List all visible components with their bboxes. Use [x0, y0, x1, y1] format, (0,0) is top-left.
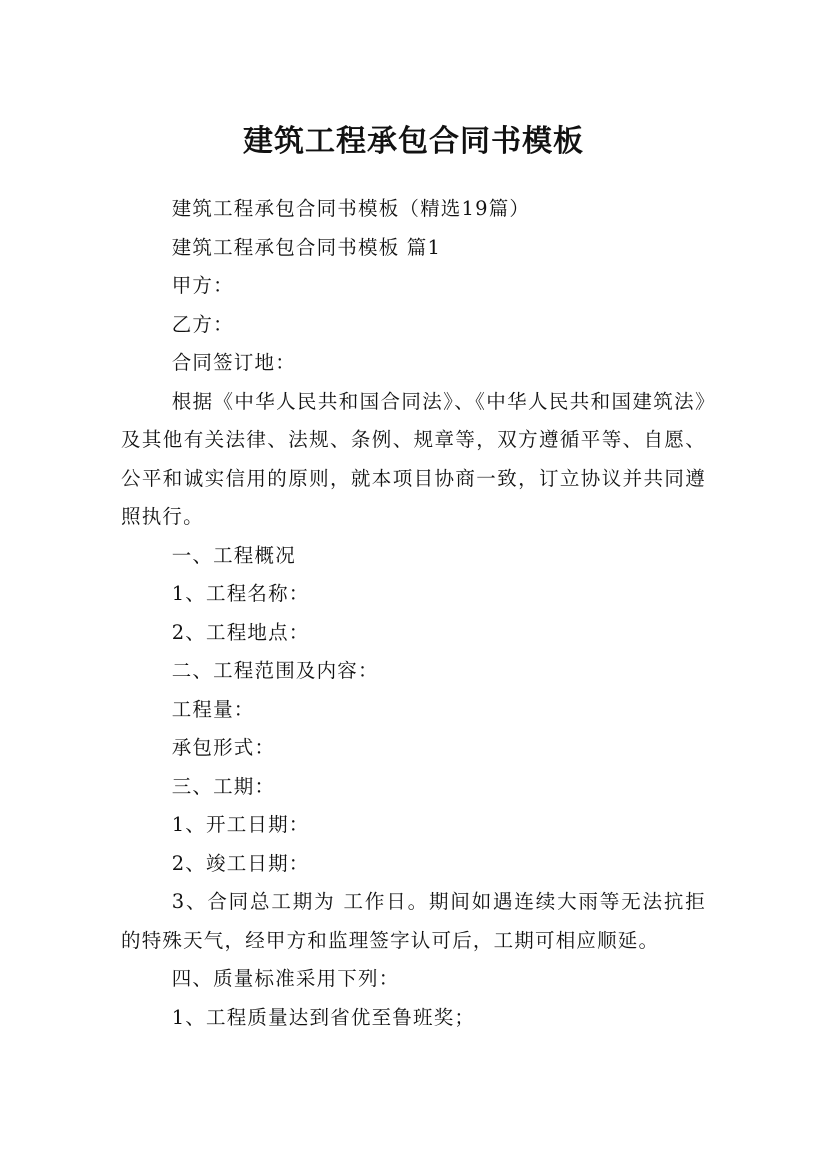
paragraph-subtitle: 建筑工程承包合同书模板（精选19篇） — [171, 197, 531, 220]
document-title: 建筑工程承包合同书模板 — [243, 124, 584, 160]
paragraph-contract-form: 承包形式： — [171, 736, 276, 759]
paragraph-party-b: 乙方： — [171, 312, 234, 336]
paragraph-section-heading: 建筑工程承包合同书模板 篇1 — [171, 235, 442, 259]
paragraph-signing-place: 合同签订地： — [171, 351, 296, 374]
paragraph-start-date: 1、开工日期： — [171, 813, 310, 836]
paragraph-legal-basis: 根据《中华人民共和国合同法》、《中华人民共和国建筑法》及其他有关法律、法规、条例、规章等，双方遵循平等、自愿、公平和诚实信用的原则，就本项目协商一致，订立协议并共同遵照执行。 — [121, 389, 706, 528]
paragraph-schedule: 三、工期： — [171, 774, 276, 798]
paragraph-party-a: 甲方： — [171, 274, 234, 297]
document-body — [121, 190, 706, 1037]
paragraph-scope: 二、工程范围及内容： — [171, 659, 379, 682]
paragraph-quality-standard: 四、质量标准采用下列： — [171, 967, 400, 990]
paragraph-quality-level: 1、工程质量达到省优至鲁班奖； — [171, 1005, 476, 1029]
paragraph-project-location: 2、工程地点： — [171, 620, 310, 644]
paragraph-project-overview: 一、工程概况 — [171, 543, 296, 567]
paragraph-project-name: 1、工程名称： — [171, 582, 310, 605]
paragraph-total-duration: 3、合同总工期为 工作日。期间如遇连续大雨等无法抗拒的特殊天气，经甲方和监理签字认可后，工期可相应顺延。 — [121, 890, 706, 952]
paragraph-completion-date: 2、竣工日期： — [171, 851, 310, 875]
paragraph-quantity: 工程量： — [171, 697, 255, 721]
